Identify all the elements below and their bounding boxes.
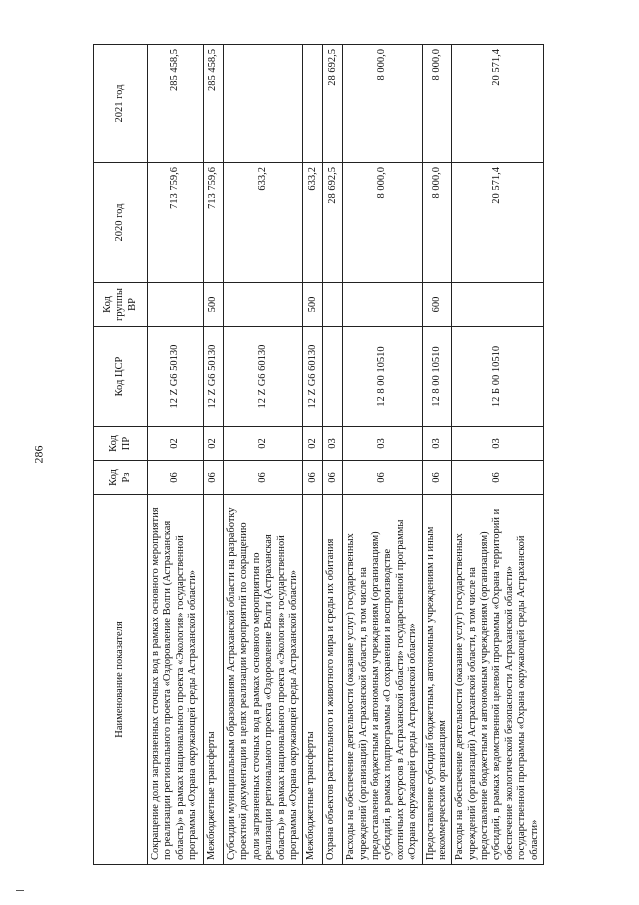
- table-header-row: [94, 45, 148, 865]
- cell-pr: 03: [422, 427, 452, 461]
- header-pr: Код ПР: [94, 427, 148, 461]
- cell-pr: 03: [452, 427, 544, 461]
- cell-y2021: 20 571,4: [452, 45, 544, 163]
- cell-csr: 12 Z G6 60130: [224, 327, 303, 427]
- cell-y2021: [224, 45, 303, 163]
- cell-csr: 12 Б 00 10510: [452, 327, 544, 427]
- cell-vr: 600: [422, 283, 452, 327]
- table-row: [323, 45, 343, 865]
- cell-pr: 03: [323, 427, 343, 461]
- cell-y2020: 8 000,0: [422, 163, 452, 283]
- cell-y2021: 285 458,5: [148, 45, 204, 163]
- cell-csr: 12 8 00 10510: [343, 327, 422, 427]
- cell-name: Предоставление субсидий бюджетным, автономным учреждениям и иным некоммерческим организациям: [422, 495, 452, 865]
- cell-csr: 12 Z G6 60130: [303, 327, 323, 427]
- cell-rz: 06: [148, 461, 204, 495]
- cell-name: Сокращение доли загрязненных сточных вод в рамках основного мероприятия по реализации регионального проекта «Оздоровление Волги (Астраханская область)» в рамках национального проекта «Экология» государственной программы «Охрана окружающей среды Астраханской области»: [148, 495, 204, 865]
- cell-name: Субсидии муниципальным образованиям Астраханской области на разработку проектной документации в целях реализации мероприятий по сокращению доли загрязненных сточных вод в рамках основного мероприятия по реализации регионального проекта «Оздоровление Волги (Астраханская область)» в рамках национального проекта «Экология» государственной программы «Охрана окружающей среды Астраханской области»: [224, 495, 303, 865]
- cell-rz: 06: [422, 461, 452, 495]
- table-row: [224, 45, 303, 865]
- cell-csr: 12 Z G6 50130: [148, 327, 204, 427]
- header-vr: Код группы ВР: [94, 283, 148, 327]
- header-csr: Код ЦСР: [94, 327, 148, 427]
- margin-mark: [16, 890, 24, 891]
- cell-y2020: 28 692,5: [323, 163, 343, 283]
- cell-y2021: 8 000,0: [422, 45, 452, 163]
- cell-name: Межбюджетные трансферты: [204, 495, 224, 865]
- cell-pr: 02: [224, 427, 303, 461]
- table-row: [343, 45, 422, 865]
- page-number: 286: [31, 445, 46, 464]
- cell-pr: 02: [148, 427, 204, 461]
- cell-csr: [323, 327, 343, 427]
- cell-vr: [224, 283, 303, 327]
- cell-pr: 02: [204, 427, 224, 461]
- cell-vr: 500: [204, 283, 224, 327]
- cell-pr: 03: [343, 427, 422, 461]
- table-row: [148, 45, 204, 865]
- table-row: [303, 45, 323, 865]
- cell-y2021: [303, 45, 323, 163]
- cell-rz: 06: [224, 461, 303, 495]
- cell-y2021: 285 458,5: [204, 45, 224, 163]
- header-rz: Код Рз: [94, 461, 148, 495]
- header-name: Наименование показателя: [94, 495, 148, 865]
- table-row: [452, 45, 544, 865]
- cell-name: Межбюджетные трансферты: [303, 495, 323, 865]
- cell-y2021: 8 000,0: [343, 45, 422, 163]
- cell-rz: 06: [303, 461, 323, 495]
- cell-rz: 06: [343, 461, 422, 495]
- cell-y2021: 28 692,5: [323, 45, 343, 163]
- table-row: [422, 45, 452, 865]
- header-2021: 2021 год: [94, 45, 148, 163]
- table-row: [204, 45, 224, 865]
- budget-table: [93, 44, 544, 865]
- cell-name: Расходы на обеспечение деятельности (оказание услуг) государственных учреждений (организаций) Астраханской области, в том числе на предоставление бюджетным и автономным учреждениям (организациям) субсидий, в рамках подпрограммы «О сохранении и воспроизводстве охотничьих ресурсов в Астраханской области» государственной программы «Охрана окружающей среды Астраханской области»: [343, 495, 422, 865]
- cell-rz: 06: [323, 461, 343, 495]
- cell-pr: 02: [303, 427, 323, 461]
- cell-y2020: 713 759,6: [204, 163, 224, 283]
- cell-name: Расходы на обеспечение деятельности (оказание услуг) государственных учреждений (организаций) Астраханской области, в том числе на предоставление бюджетным и автономным учреждениям (организациям) субсидий, в рамках ведомственной целевой программы «Охрана территорий и обеспечение экологической безопасности Астраханской области» государственной программы «Охрана окружающей среды Астраханской области»: [452, 495, 544, 865]
- header-2020: 2020 год: [94, 163, 148, 283]
- cell-vr: 500: [303, 283, 323, 327]
- cell-name: Охрана объектов растительного и животного мира и среды их обитания: [323, 495, 343, 865]
- cell-vr: [343, 283, 422, 327]
- cell-vr: [323, 283, 343, 327]
- cell-y2020: 713 759,6: [148, 163, 204, 283]
- cell-y2020: 633,2: [224, 163, 303, 283]
- cell-csr: 12 Z G6 50130: [204, 327, 224, 427]
- cell-vr: [452, 283, 544, 327]
- cell-rz: 06: [452, 461, 544, 495]
- cell-csr: 12 8 00 10510: [422, 327, 452, 427]
- cell-y2020: 8 000,0: [343, 163, 422, 283]
- cell-y2020: 20 571,4: [452, 163, 544, 283]
- cell-vr: [148, 283, 204, 327]
- cell-y2020: 633,2: [303, 163, 323, 283]
- budget-table-rotated: [93, 45, 540, 865]
- cell-rz: 06: [204, 461, 224, 495]
